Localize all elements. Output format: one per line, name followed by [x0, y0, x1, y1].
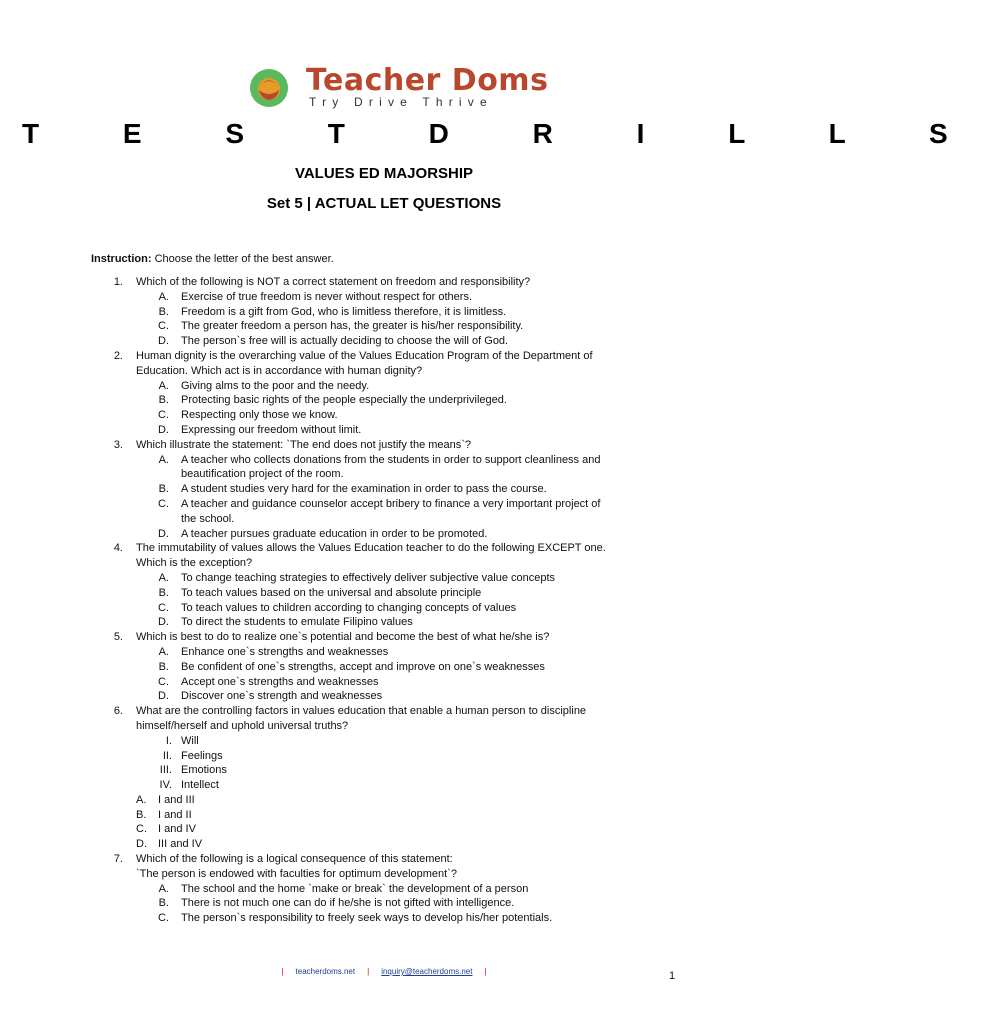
choice-letter: D. — [158, 423, 169, 436]
choice-row — [0, 660, 768, 675]
choice-text: Exercise of true freedom is never without respect for others. — [181, 290, 473, 303]
footer-bar: | — [281, 967, 284, 976]
choice-text: beautification project of the room. — [181, 468, 344, 481]
question-row — [0, 719, 768, 734]
choice-letter: B. — [158, 305, 169, 318]
question-text: What are the controlling factors in values education that enable a human person to discipline — [136, 705, 587, 718]
question-row — [0, 556, 768, 571]
choice-letter: C. — [158, 497, 169, 510]
choice-row — [0, 882, 768, 897]
roman-numeral: IV. — [159, 779, 172, 792]
choice-letter: A. — [158, 453, 169, 466]
choice-text: A student studies very hard for the examination in order to pass the course. — [181, 483, 547, 496]
roman-item-row — [0, 749, 768, 764]
logo — [249, 63, 549, 110]
teacher-doms-logo-icon — [249, 68, 289, 108]
choice-letter: D. — [136, 838, 147, 851]
choice-text: To teach values based on the universal and absolute principle — [181, 586, 482, 599]
choice-text: I and III — [158, 793, 195, 806]
choice-text: Giving alms to the poor and the needy. — [181, 379, 370, 392]
choice-text: I and II — [158, 808, 192, 821]
choice-letter: C. — [158, 912, 169, 925]
question-row — [0, 275, 768, 290]
question-number: 6. — [113, 705, 123, 718]
question-number: 7. — [113, 853, 123, 866]
choice-letter: B. — [158, 394, 169, 407]
instruction-text: Choose the letter of the best answer. — [154, 253, 334, 265]
question-row — [0, 704, 768, 719]
choice-letter: B. — [158, 660, 169, 673]
choice-row — [0, 689, 768, 704]
page-number: 1 — [669, 970, 676, 982]
question-row — [0, 630, 768, 645]
choice-row — [0, 601, 768, 616]
roman-numeral: I. — [165, 734, 172, 747]
question-number: 1. — [113, 276, 123, 288]
question-number: 4. — [113, 542, 123, 555]
question-number: 2. — [113, 349, 123, 362]
choice-letter: B. — [136, 808, 147, 821]
choice-letter: A. — [136, 793, 147, 806]
question-row — [0, 438, 768, 453]
question-row — [0, 349, 768, 364]
choice-text: Accept one`s strengths and weaknesses — [181, 675, 379, 688]
roman-item-text: Intellect — [181, 779, 219, 792]
choice-letter: C. — [158, 601, 169, 614]
question-number: 5. — [113, 631, 123, 644]
choice-text: Freedom is a gift from God, who is limitless therefore, it is limitless. — [181, 305, 507, 318]
choice-row — [0, 453, 768, 468]
roman-item-row — [0, 763, 768, 778]
question-text: Which illustrate the statement: `The end does not justify the means`? — [136, 438, 472, 451]
question-row — [0, 541, 768, 556]
choice-text: To direct the students to emulate Filipino values — [181, 616, 413, 629]
page-title: T E S T D R I L L S — [22, 118, 986, 149]
instruction — [91, 253, 334, 265]
page-subtitle: VALUES ED MAJORSHIP — [294, 165, 474, 182]
logo-brand-name: Teacher Doms — [306, 63, 549, 98]
footer-bar: | — [484, 967, 487, 976]
choice-letter: A. — [158, 645, 169, 658]
choice-text: the school. — [181, 512, 235, 525]
instruction-label: Instruction: — [91, 253, 152, 265]
choice-letter: A. — [158, 882, 169, 895]
choice-row — [0, 290, 768, 305]
question-row — [0, 867, 768, 882]
logo-tagline: Try Drive Thrive — [309, 95, 493, 109]
choice-row — [0, 896, 768, 911]
choice-letter: C. — [158, 675, 169, 688]
choice-text: There is not much one can do if he/she is not gifted with intelligence. — [181, 897, 515, 910]
choice-text: Expressing our freedom without limit. — [181, 423, 362, 436]
choice-row — [0, 319, 768, 334]
footer-website-link[interactable]: teacherdoms.net — [295, 967, 356, 976]
roman-item-text: Emotions — [181, 764, 227, 777]
choice-row — [0, 675, 768, 690]
choice-row — [0, 808, 768, 823]
choice-text: To teach values to children according to changing concepts of values — [181, 601, 517, 614]
choice-row — [0, 482, 768, 497]
question-text: Which is best to do to realize one`s potential and become the best of what he/she is? — [136, 631, 550, 644]
question-number: 3. — [113, 438, 123, 451]
question-row — [0, 364, 768, 379]
choice-row — [0, 837, 768, 852]
roman-item-text: Feelings — [181, 749, 223, 762]
choice-row — [0, 393, 768, 408]
question-text: Which is the exception? — [136, 557, 253, 570]
choice-text: Protecting basic rights of the people especially the underprivileged. — [181, 394, 507, 407]
choice-text: I and IV — [158, 823, 196, 836]
choice-row — [0, 571, 768, 586]
choice-text: III and IV — [158, 838, 203, 851]
choice-text: The school and the home `make or break` the development of a person — [181, 882, 529, 895]
question-text: `The person is endowed with faculties for optimum development`? — [136, 867, 457, 880]
choice-row — [0, 793, 768, 808]
footer — [0, 967, 768, 976]
choice-row — [0, 822, 768, 837]
footer-email-link[interactable]: inquiry@teacherdoms.net — [381, 967, 473, 976]
roman-item-text: Will — [181, 734, 199, 747]
choice-text: Discover one`s strength and weaknesses — [181, 690, 383, 703]
choice-letter: A. — [158, 290, 169, 303]
roman-item-row — [0, 778, 768, 793]
choice-letter: C. — [136, 823, 147, 836]
choice-row — [0, 467, 768, 482]
set-heading: Set 5 | ACTUAL LET QUESTIONS — [266, 195, 502, 212]
choice-letter: C. — [158, 320, 169, 333]
roman-numeral: II. — [162, 749, 172, 762]
choice-letter: B. — [158, 483, 169, 496]
choice-text: The person`s free will is actually deciding to choose the will of God. — [181, 335, 509, 348]
question-list — [0, 275, 768, 926]
choice-letter: D. — [158, 335, 169, 348]
choice-letter: A. — [158, 571, 169, 584]
choice-text: Respecting only those we know. — [181, 409, 338, 422]
question-row — [0, 852, 768, 867]
choice-letter: B. — [158, 897, 169, 910]
choice-text: A teacher and guidance counselor accept bribery to finance a very important project of — [181, 497, 601, 510]
question-text: Education. Which act is in accordance with human dignity? — [136, 364, 423, 377]
choice-text: Enhance one`s strengths and weaknesses — [181, 645, 389, 658]
choice-row — [0, 379, 768, 394]
choice-row — [0, 512, 768, 527]
choice-row — [0, 408, 768, 423]
choice-text: To change teaching strategies to effectively deliver subjective value concepts — [181, 571, 556, 584]
question-text: The immutability of values allows the Values Education teacher to do the following EXCEPT one. — [136, 542, 606, 555]
choice-text: The greater freedom a person has, the greater is his/her responsibility. — [181, 320, 524, 333]
roman-numeral: III. — [159, 764, 172, 777]
choice-letter: B. — [158, 586, 169, 599]
choice-letter: D. — [158, 527, 169, 540]
choice-text: A teacher who collects donations from the students in order to support cleanliness and — [181, 453, 601, 466]
choice-row — [0, 615, 768, 630]
choice-letter: D. — [158, 690, 169, 703]
question-text: Which of the following is a logical consequence of this statement: — [136, 853, 453, 866]
choice-letter: C. — [158, 409, 169, 422]
choice-letter: A. — [158, 379, 169, 392]
choice-row — [0, 423, 768, 438]
choice-row — [0, 586, 768, 601]
roman-item-row — [0, 734, 768, 749]
question-text: himself/herself and uphold universal truths? — [136, 719, 349, 732]
choice-row — [0, 527, 768, 542]
question-text: Which of the following is NOT a correct statement on freedom and responsibility? — [136, 276, 531, 288]
choice-text: A teacher pursues graduate education in order to be promoted. — [181, 527, 488, 540]
choice-row — [0, 911, 768, 926]
choice-row — [0, 497, 768, 512]
choice-text: Be confident of one`s strengths, accept and improve on one`s weaknesses — [181, 660, 545, 673]
choice-row — [0, 305, 768, 320]
choice-row — [0, 334, 768, 349]
choice-letter: D. — [158, 616, 169, 629]
question-text: Human dignity is the overarching value of the Values Education Program of the Department of — [136, 349, 593, 362]
choice-text: The person`s responsibility to freely seek ways to develop his/her potentials. — [181, 912, 553, 925]
footer-bar: | — [367, 967, 370, 976]
choice-row — [0, 645, 768, 660]
